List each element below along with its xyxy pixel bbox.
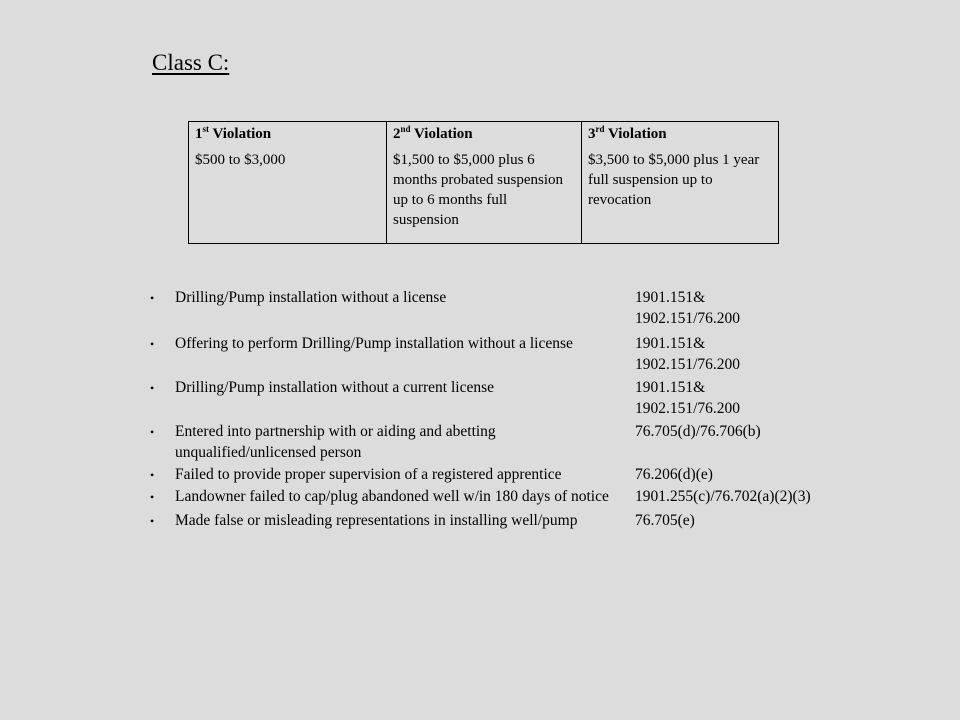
- bullet-icon: •: [150, 468, 155, 482]
- violation-description: Landowner failed to cap/plug abandoned well w/in 180 days of notice: [175, 488, 609, 505]
- statute-reference: 1901.151& 1902.151/76.200: [635, 379, 741, 417]
- statute-reference: 1901.255(c)/76.702(a)(2)(3): [635, 488, 811, 505]
- penalty-first-violation: $500 to $3,000: [189, 148, 387, 244]
- list-item: [150, 421, 830, 463]
- penalty-table: [188, 121, 779, 244]
- header-third-violation: 3rd Violation: [588, 124, 667, 142]
- statute-reference: 76.705(d)/76.706(b): [635, 423, 761, 440]
- penalty-third-violation: $3,500 to $5,000 plus 1 year full suspension up to revocation: [588, 152, 760, 208]
- statute-reference: 1901.151& 1902.151/76.200: [635, 335, 741, 373]
- bullet-icon: •: [150, 514, 155, 528]
- violation-description: Drilling/Pump installation without a license: [175, 289, 447, 306]
- penalty-header-row: [189, 122, 779, 149]
- violation-description: Entered into partnership with or aiding and abetting unqualified/unlicensed person: [175, 423, 496, 461]
- violation-description: Made false or misleading representations in installing well/pump: [175, 512, 578, 529]
- list-item: [150, 510, 830, 532]
- penalty-second-violation: $1,500 to $5,000 plus 6 months probated suspension up to 6 months full suspension: [387, 148, 582, 244]
- statute-reference: 76.705(e): [635, 512, 695, 529]
- bullet-icon: •: [150, 425, 155, 439]
- bullet-icon: •: [150, 490, 155, 504]
- bullet-icon: •: [150, 337, 155, 351]
- list-item: [150, 377, 830, 419]
- list-item: [150, 486, 830, 508]
- header-second-violation: 2nd Violation: [387, 122, 582, 149]
- page-title: Class C:: [152, 50, 230, 75]
- violation-list: [150, 287, 830, 532]
- list-item: [150, 287, 830, 329]
- bullet-icon: •: [150, 381, 155, 395]
- bullet-icon: •: [150, 291, 155, 305]
- violation-description: Offering to perform Drilling/Pump installation without a license: [175, 335, 573, 352]
- statute-reference: 76.206(d)(e): [635, 466, 713, 483]
- list-item: [150, 464, 830, 486]
- header-first-violation: 1st Violation: [189, 122, 387, 149]
- list-item: [150, 333, 830, 375]
- violation-description: Drilling/Pump installation without a current license: [175, 379, 494, 396]
- penalty-values-row: [189, 148, 779, 244]
- statute-reference: 1901.151& 1902.151/76.200: [635, 289, 741, 327]
- violation-description: Failed to provide proper supervision of a registered apprentice: [175, 466, 562, 483]
